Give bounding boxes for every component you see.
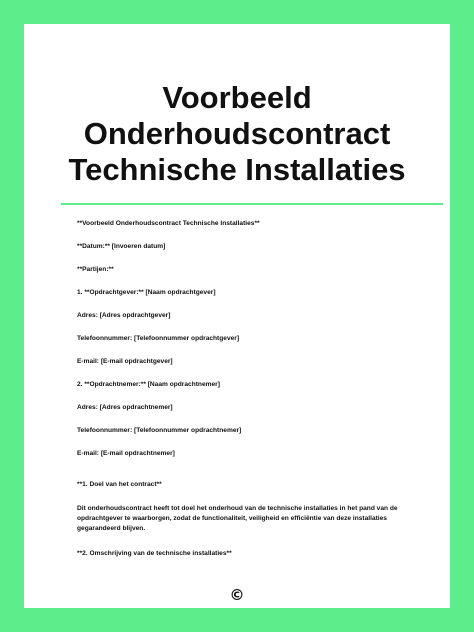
contract-heading: **Voorbeeld Onderhoudscontract Technische Installaties** <box>77 220 260 227</box>
date-line: **Datum:** [Invoeren datum] <box>77 243 166 250</box>
document-title <box>24 80 450 188</box>
contractor-address-line: Adres: [Adres opdrachtnemer] <box>77 404 173 411</box>
client-phone-line: Telefoonnummer: [Telefoonnummer opdrachtgever] <box>77 335 240 342</box>
contractor-email-line: E-mail: [E-mail opdrachtnemer] <box>77 450 175 457</box>
section-1-heading: **1. Doel van het contract** <box>77 481 162 488</box>
title-line-2: Onderhoudscontract <box>83 116 391 151</box>
section-2-heading: **2. Omschrijving van de technische installaties** <box>77 550 232 557</box>
contractor-phone-line: Telefoonnummer: [Telefoonnummer opdrachtnemer] <box>77 427 242 434</box>
document-page <box>24 24 450 608</box>
contractor-name-line: 2. **Opdrachtnemer:** [Naam opdrachtnemer] <box>77 381 220 388</box>
client-address-line: Adres: [Adres opdrachtgever] <box>77 312 171 319</box>
title-divider <box>61 203 443 205</box>
parties-heading: **Partijen:** <box>77 266 114 273</box>
title-line-3: Technische Installaties <box>68 152 406 187</box>
copyright-icon: © <box>229 586 245 604</box>
section-1-paragraph: Dit onderhoudscontract heeft tot doel het onderhoud van de technische installaties in het pand van de opdrachtgever te waarborgen, zodat de functionaliteit, veiligheid en efficiëntie van deze installaties gegarandeerd blijven. <box>77 505 398 532</box>
client-name-line: 1. **Opdrachtgever:** [Naam opdrachtgever] <box>77 289 216 296</box>
client-email-line: E-mail: [E-mail opdrachtgever] <box>77 358 173 365</box>
title-line-1: Voorbeeld <box>162 80 312 115</box>
